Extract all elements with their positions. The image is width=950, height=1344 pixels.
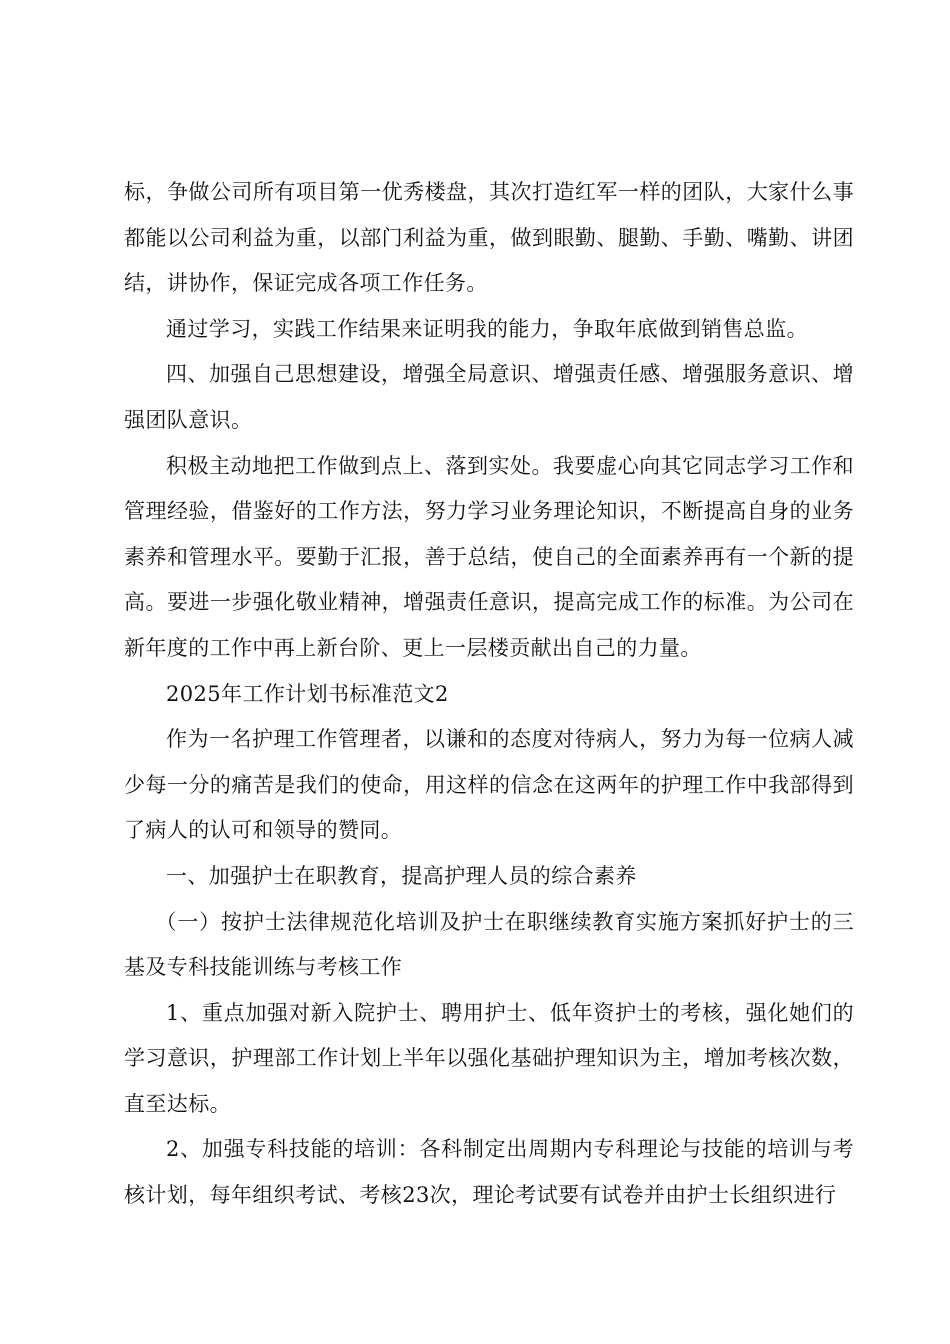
paragraph-4: 积极主动地把工作做到点上、落到实处。我要虚心向其它同志学习工作和管理经验，借鉴好的工作方法，努力学习业务理论知识，不断提高自身的业务素养和管理水平。要勤于汇报，善于总结，使自己的全面素养再有一个新的提高。要进一步强化敬业精神，增强责任意识，提高完成工作的标准。为公司在新年度的工作中再上新台阶、更上一层楼贡献出自己的力量。 xyxy=(124,453,854,660)
paragraph-1: 标，争做公司所有项目第一优秀楼盘，其次打造红军一样的团队，大家什么事都能以公司利益为重，以部门利益为重，做到眼勤、腿勤、手勤、嘴勤、讲团结，讲协作，保证完成各项工作任务。 xyxy=(124,180,854,296)
paragraph-6: 作为一名护理工作管理者，以谦和的态度对待病人，努力为每一位病人减少每一分的痛苦是我们的使命，用这样的信念在这两年的护理工作中我部得到了病人的认可和领导的赞同。 xyxy=(124,727,854,843)
subheading-1: 一、加强护士在职教育，提高护理人员的综合素养 xyxy=(166,863,637,888)
paragraph-2: 通过学习，实践工作结果来证明我的能力，争取年底做到销售总监。 xyxy=(166,316,808,341)
section-heading: 2025年工作计划书标准范文2 xyxy=(166,681,449,706)
list-item-1: 1、重点加强对新入院护士、聘用护士、低年资护士的考核，强化她们的学习意识，护理部工作计划上半年以强化基础护理知识为主，增加考核次数，直至达标。 xyxy=(124,1000,854,1116)
subheading-1-1: （一）按护士法律规范化培训及护士在职继续教育实施方案抓好护士的三基及专科技能训练与考核工作 xyxy=(124,909,854,980)
list-item-2: 2、加强专科技能的培训：各科制定出周期内专科理论与技能的培训与考核计划，每年组织考试、考核23次，理论考试要有试卷并由护士长组织进行 xyxy=(124,1137,854,1208)
document-body xyxy=(124,170,854,1219)
paragraph-3: 四、加强自己思想建设，增强全局意识、增强责任感、增强服务意识、增强团队意识。 xyxy=(124,362,854,432)
